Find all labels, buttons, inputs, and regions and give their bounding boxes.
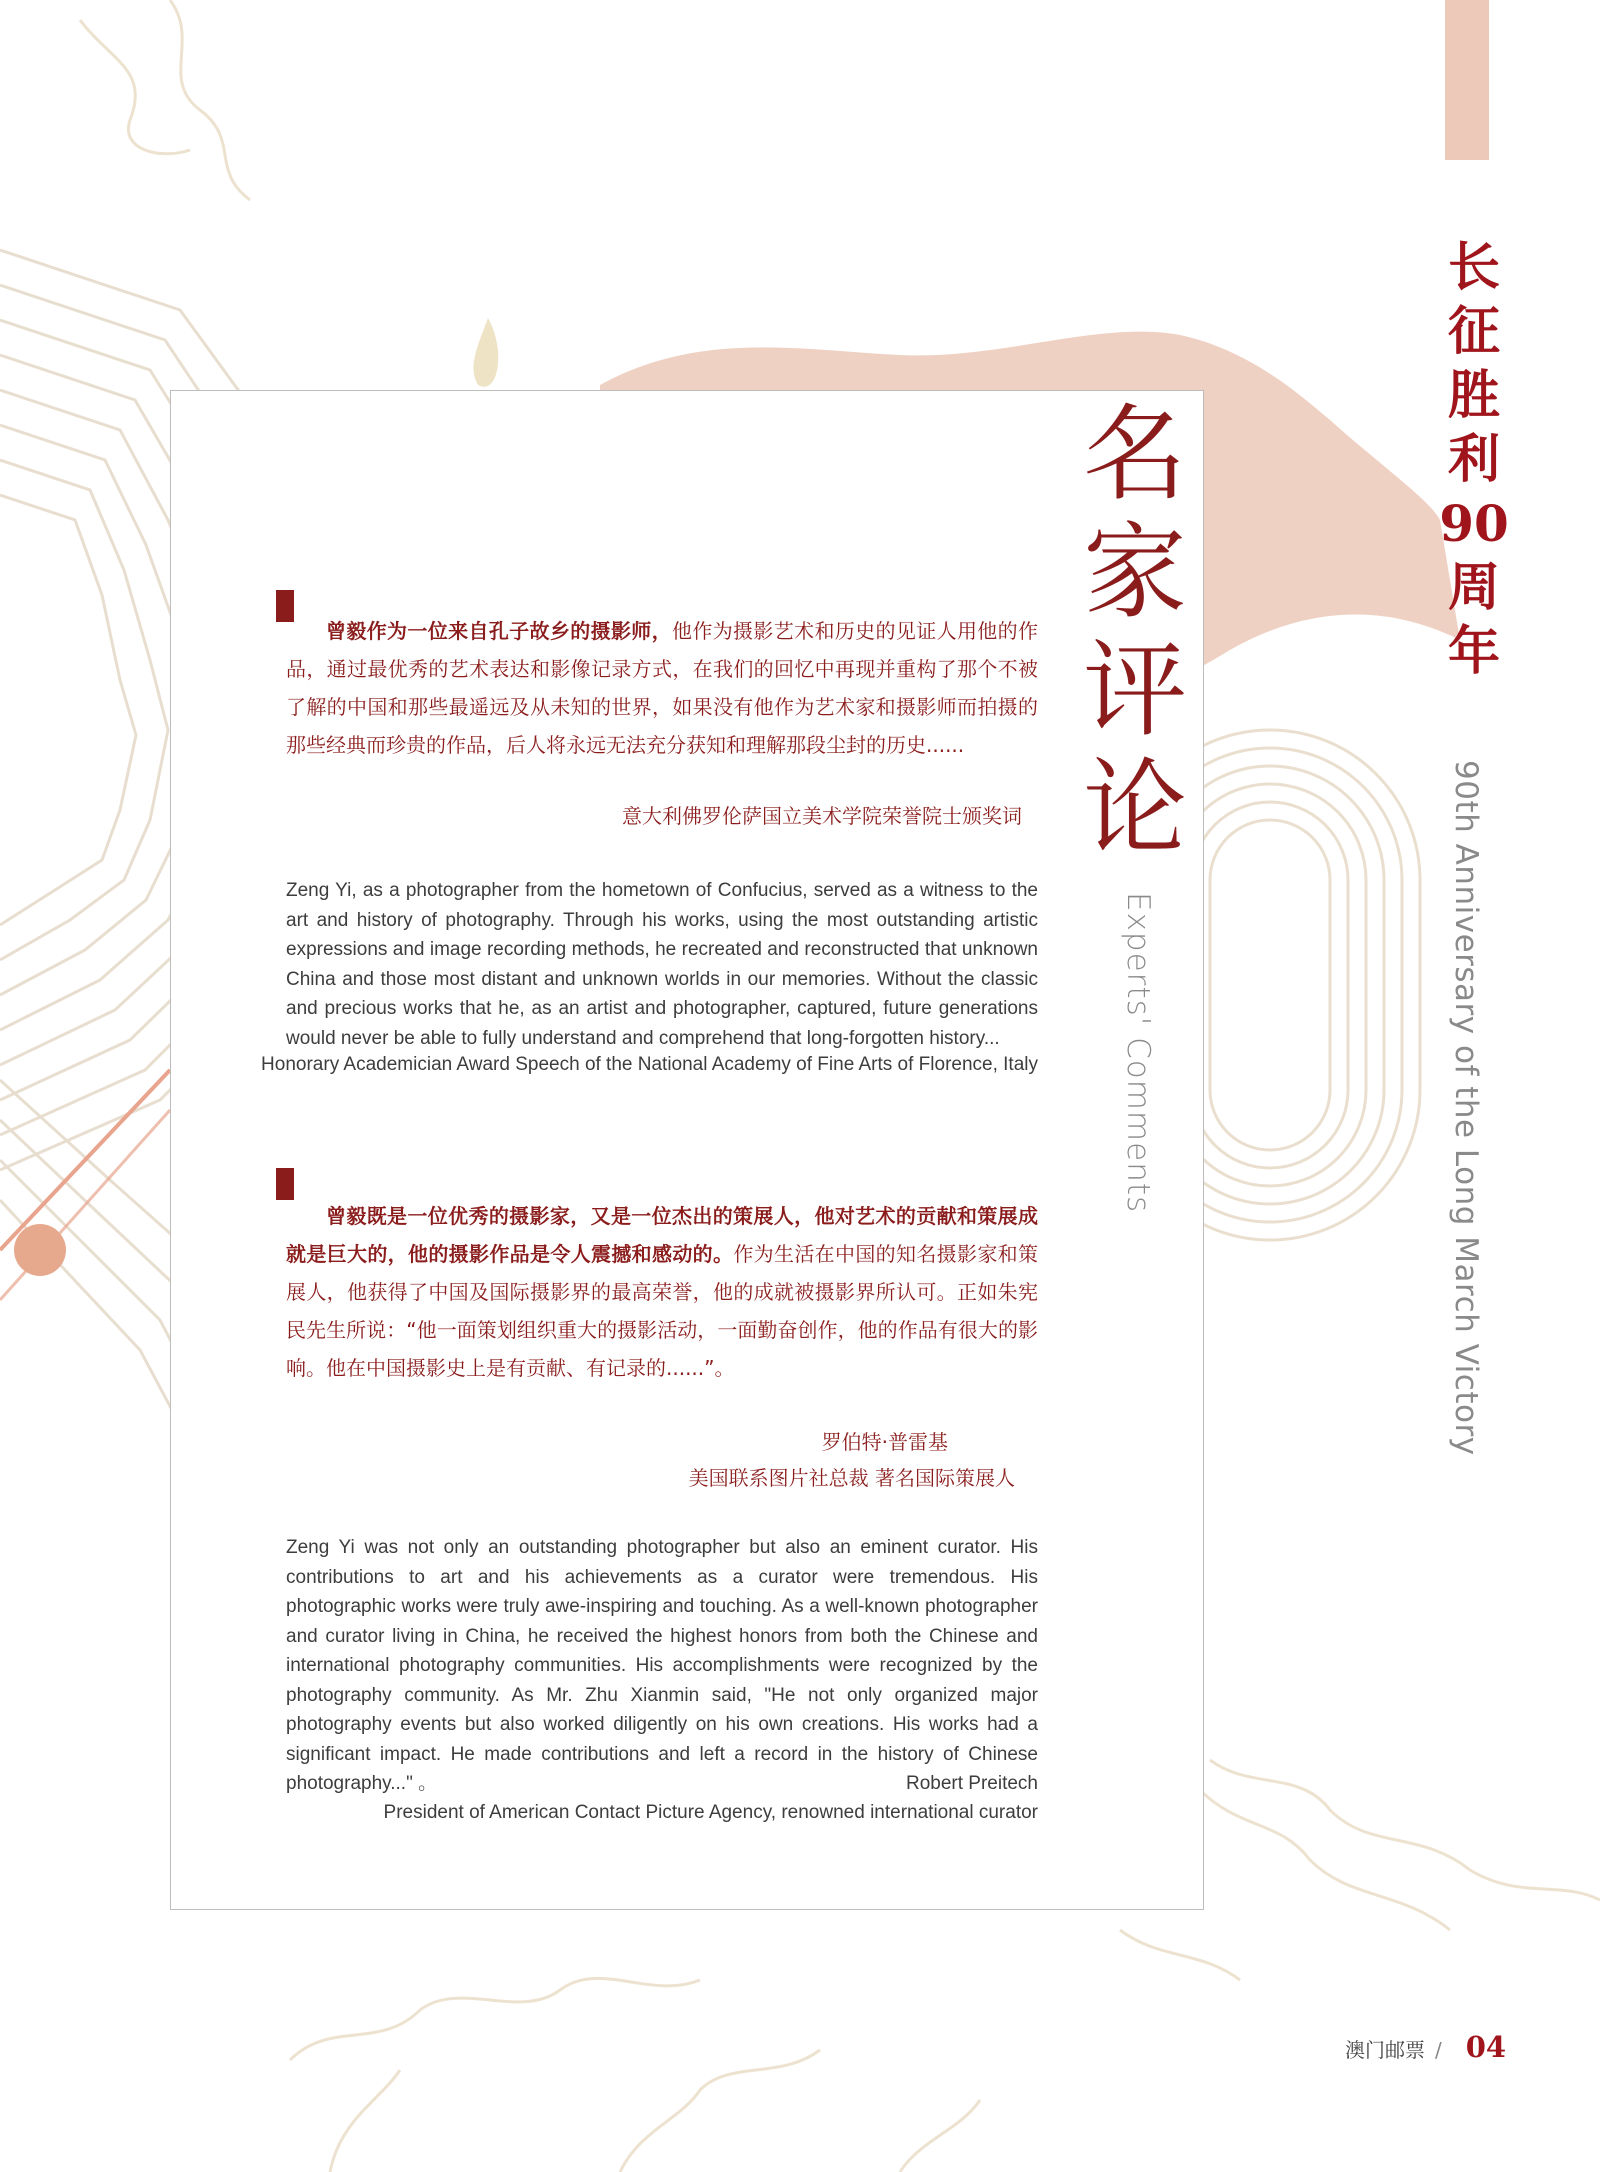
title-char: 名 <box>1082 393 1187 515</box>
side-char: 90 <box>1439 494 1509 553</box>
side-char: 长 <box>1447 237 1500 298</box>
title-char: 评 <box>1082 629 1187 751</box>
publication-name: 澳门邮票 <box>1345 2038 1425 2062</box>
comment1-cn-text: 他作为摄影艺术和历史的见证人用他的作品，通过最优秀的艺术表达和影像记录方式，在我们的回忆中再现并重构了那个不被了解的中国和那些最遥远及从未知的世界，如果没有他作为艺术家和摄影师而拍摄的那些经典而珍贵的作品，后人将永远无法充分获知和理解那段尘封的历史...... <box>286 619 1038 757</box>
page-footer <box>1345 2030 1506 2064</box>
side-title-cn <box>1438 236 1510 684</box>
footer-separator: / <box>1435 2038 1442 2062</box>
comment2-cn-name: 罗伯特·普雷基 <box>821 1430 948 1454</box>
comment2-en-role: President of American Contact Picture Agency, renowned international curator <box>383 1802 1038 1823</box>
comment1-en-credit: Honorary Academician Award Speech of the National Academy of Fine Arts of Florence, Italy <box>261 1054 1038 1075</box>
side-char: 利 <box>1447 429 1500 490</box>
comment1-cn-bold: 曾毅作为一位来自孔子故乡的摄影师， <box>326 619 672 643</box>
comment1-en: Zeng Yi, as a photographer from the hometown of Confucius, served as a witness to the art and history of photography. Through his works, using the most outstanding artistic expressions and image recording methods, he recreated and reconstructed that unknown China and those most distant and unknown worlds in our memories. Without the classic and precious works that he, as an artist and photographer, captured, future generations would never be able to fully understand and comprehend that long-forgotten history... <box>286 880 1038 1049</box>
comment1-cn-credit: 意大利佛罗伦萨国立美术学院荣誉院士颁奖词 <box>622 804 1022 828</box>
section-marker <box>276 1168 294 1200</box>
side-char: 胜 <box>1447 365 1500 426</box>
top-tab <box>1445 0 1489 160</box>
flame-shape <box>473 318 498 387</box>
comment2-cn-role: 美国联系图片社总裁 著名国际策展人 <box>688 1466 1015 1490</box>
page-title-en: Experts' Comments <box>1120 892 1156 1214</box>
title-char: 论 <box>1082 747 1187 869</box>
side-char: 年 <box>1447 621 1500 682</box>
comment2-en-name: Robert Preitech <box>905 1773 1038 1794</box>
page-number: 04 <box>1465 2030 1507 2064</box>
comment2-cn <box>286 1197 1038 1387</box>
page-title-cn <box>1075 395 1195 867</box>
side-char: 周 <box>1447 557 1500 618</box>
side-title-en: 90th Anniversary of the Long March Victory <box>1448 760 1484 1456</box>
comment2-cn-bold: 曾毅既是一位优秀的摄影家，又是一位杰出的策展人，他对艺术的贡献和策展成就是巨大的，他的摄影作品是令人震撼和感动的。 <box>286 1204 1038 1266</box>
comment2-cn-text: 作为生活在中国的知名摄影家和策展人，他获得了中国及国际摄影界的最高荣誉，他的成就被摄影界所认可。正如朱宪民先生所说：“他一面策划组织重大的摄影活动，一面勤奋创作，他的作品有很大的影响。他在中国摄影史上是有贡献、有记录的......”。 <box>286 1242 1039 1380</box>
comment1-cn <box>286 612 1038 764</box>
route-node <box>14 1224 66 1276</box>
title-char: 家 <box>1082 511 1187 633</box>
comment2-en: Zeng Yi was not only an outstanding photographer but also an eminent curator. His contributions to art and his achievements as a curator were tremendous. His photographic works were truly awe-inspiring and touching. As a well-known photographer and curator living in China, he received the highest honors from both the Chinese and international photography communities. His accomplishments were recognized by the photography community. As Mr. Zhu Xianmin said, "He not only organized major photography events but also worked diligently on his own creations. His works had a significant impact. He made contributions and left a record in the history of Chinese photography..." 。 <box>286 1537 1038 1794</box>
side-char: 征 <box>1447 301 1500 362</box>
